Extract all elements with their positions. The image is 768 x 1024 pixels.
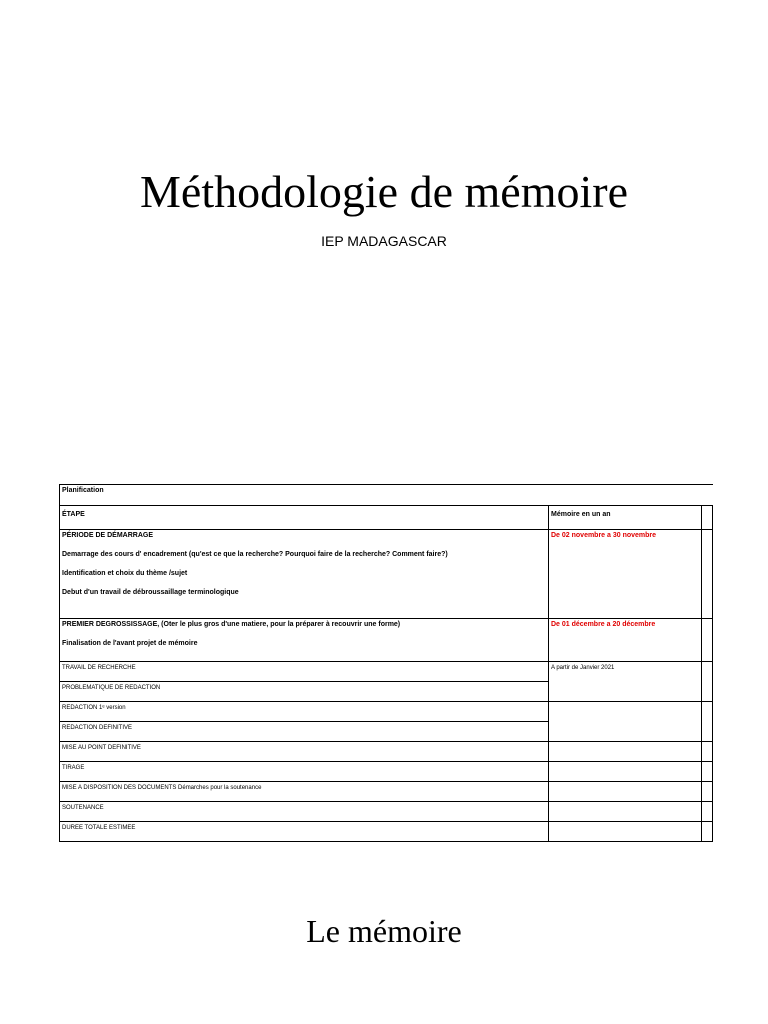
row-empty-cell bbox=[702, 762, 713, 782]
row-value bbox=[549, 762, 702, 782]
table-row bbox=[60, 822, 713, 842]
phase-demarrage-line: Debut d'un travail de débroussaillage terminologique bbox=[62, 589, 239, 596]
phase-degrossissage-empty-cell bbox=[702, 619, 713, 662]
table-header-row bbox=[60, 506, 713, 530]
phase-demarrage-cell bbox=[60, 530, 549, 619]
phase-row-degrossissage bbox=[60, 619, 713, 662]
phase-degrossissage-line: Finalisation de l'avant projet de mémoire bbox=[62, 640, 198, 647]
document-subtitle: IEP MADAGASCAR bbox=[321, 233, 447, 249]
row-label: MISE AU POINT DEFINITIVE bbox=[60, 742, 549, 762]
table-row bbox=[60, 802, 713, 822]
table-row bbox=[60, 762, 713, 782]
row-empty-cell bbox=[702, 742, 713, 762]
phase-demarrage-line: Identification et choix du thème /sujet bbox=[62, 570, 188, 577]
document-title: Méthodologie de mémoire bbox=[140, 166, 628, 217]
planning-table bbox=[59, 484, 713, 842]
row-empty-cell bbox=[702, 782, 713, 802]
row-value bbox=[549, 782, 702, 802]
row-label: DUREE TOTALE ESTIMEE bbox=[60, 822, 549, 842]
phase-row-demarrage bbox=[60, 530, 713, 619]
row-label: PROBLEMATIQUE DE REDACTION bbox=[60, 682, 549, 702]
row-value: A partir de Janvier 2021 bbox=[549, 662, 702, 702]
phase-demarrage-dates: De 02 novembre a 30 novembre bbox=[551, 532, 657, 539]
row-empty-cell bbox=[702, 662, 713, 702]
section-heading: Le mémoire bbox=[306, 913, 462, 949]
table-row bbox=[60, 782, 713, 802]
phase-degrossissage-cell bbox=[60, 619, 549, 662]
header-empty-cell bbox=[702, 506, 713, 530]
table-title: Planification bbox=[60, 485, 713, 506]
row-empty-cell bbox=[702, 822, 713, 842]
phase-demarrage-line: Demarrage des cours d' encadrement (qu'est ce que la recherche? Pourquoi faire de la recherche? Comment faire?) bbox=[62, 551, 448, 558]
header-duree: Mémoire en un an bbox=[549, 506, 702, 530]
row-label: SOUTENANCE bbox=[60, 802, 549, 822]
phase-demarrage-dates-cell bbox=[549, 530, 702, 619]
row-label: TRAVAIL DE RECHERCHE bbox=[60, 662, 549, 682]
phase-demarrage-title: PÉRIODE DE DÉMARRAGE bbox=[62, 532, 154, 539]
row-empty-cell bbox=[702, 802, 713, 822]
row-empty-cell bbox=[702, 702, 713, 742]
phase-degrossissage-dates-cell bbox=[549, 619, 702, 662]
row-label: REDACTION DEFINITIVE bbox=[60, 722, 549, 742]
table-row bbox=[60, 702, 713, 722]
phase-demarrage-empty-cell bbox=[702, 530, 713, 619]
row-value bbox=[549, 802, 702, 822]
phase-degrossissage-dates: De 01 décembre a 20 décembre bbox=[551, 621, 656, 628]
row-value bbox=[549, 702, 702, 742]
row-value bbox=[549, 742, 702, 762]
row-label: TIRAGE bbox=[60, 762, 549, 782]
phase-degrossissage-title: PREMIER DEGROSSISSAGE, (Oter le plus gros d'une matiere, pour la préparer à recouvrir une forme) bbox=[62, 621, 401, 628]
row-value bbox=[549, 822, 702, 842]
row-label: REDACTION 1ᵉ version bbox=[60, 702, 549, 722]
table-row bbox=[60, 742, 713, 762]
table-title-row bbox=[60, 485, 713, 506]
table-row bbox=[60, 662, 713, 682]
row-label: MISE A DISPOSITION DES DOCUMENTS Démarches pour la soutenance bbox=[60, 782, 549, 802]
header-etape: ÉTAPE bbox=[60, 506, 549, 530]
